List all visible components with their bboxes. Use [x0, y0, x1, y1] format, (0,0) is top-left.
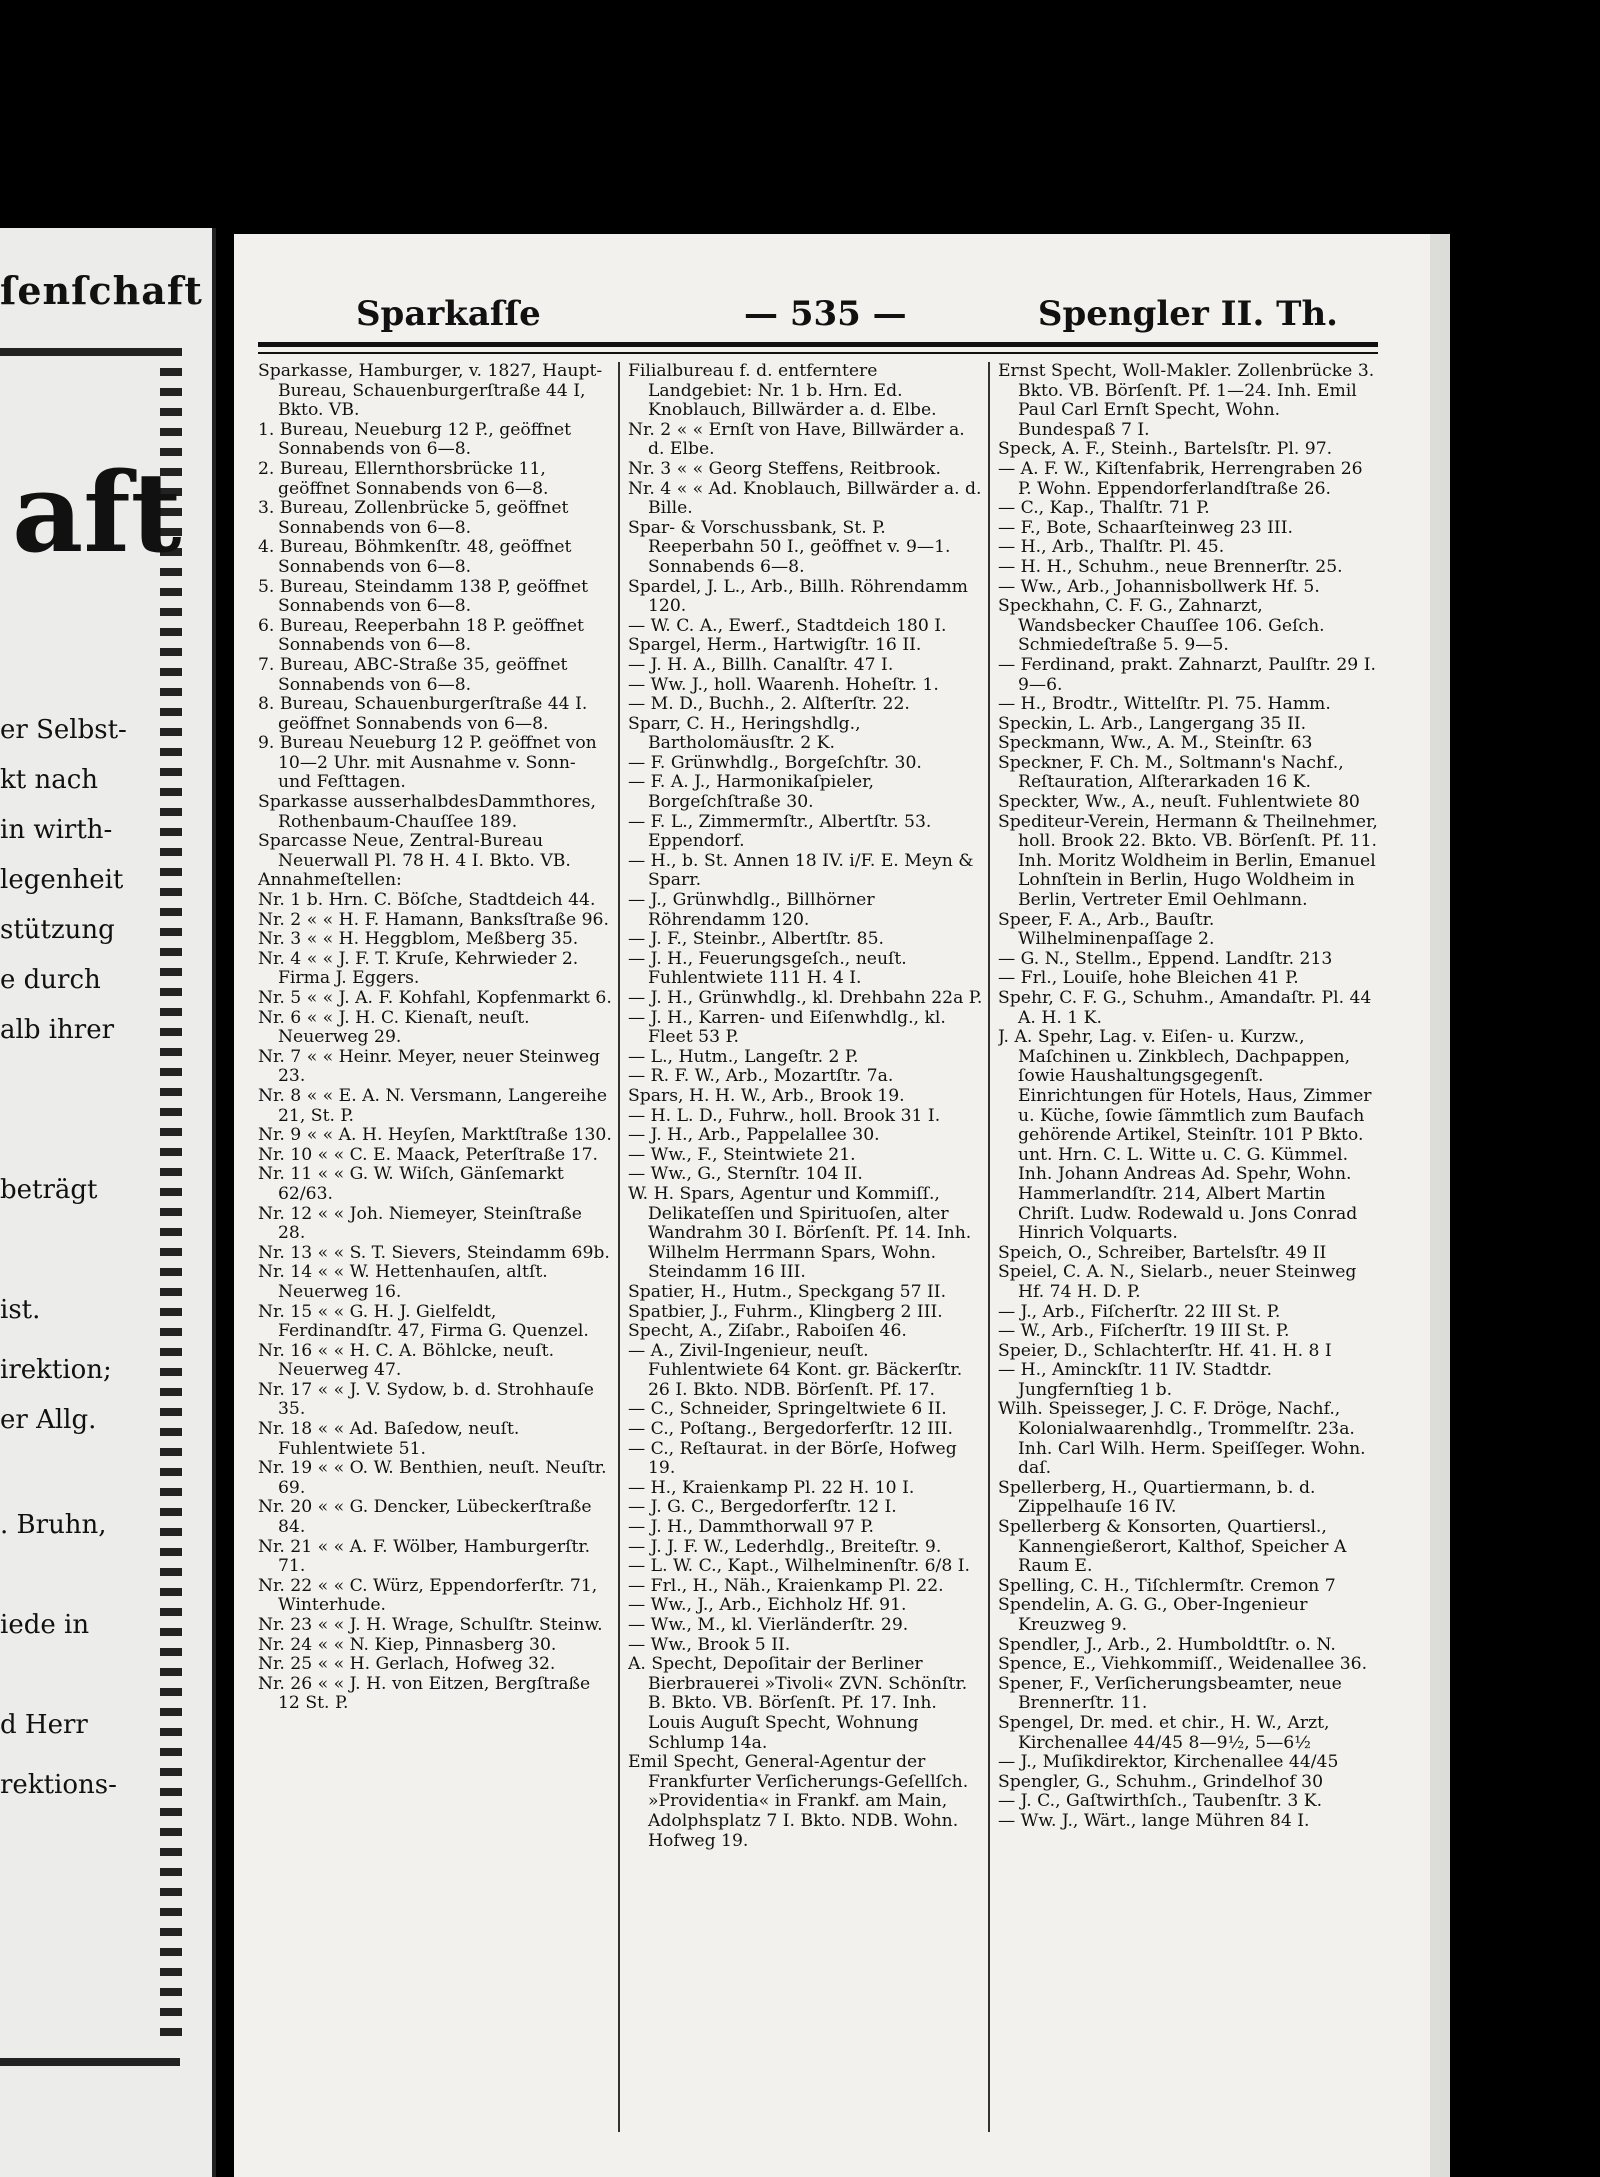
left-page-header: ſenſchaft: [0, 268, 203, 313]
directory-entry: Nr. 10 « « C. E. Maack, Peterſtraße 17.: [258, 1144, 599, 1165]
directory-entry: A. Specht, Depoſitair der Berliner Bierbrauerei »Tivoli« ZVN. Schönſtr. B. Bkto. VB. Börſenſt. Pf. 17. Inh. Louis Auguſt Specht, Wohnung Schlump 14a.: [628, 1654, 968, 1753]
directory-entry: Nr. 3 « « H. Heggblom, Meßberg 35.: [258, 929, 579, 950]
directory-entry: Nr. 1 b. Hrn. C. Böſche, Stadtdeich 44.: [258, 890, 596, 911]
directory-entry: — H. L. D., Fuhrw., holl. Brook 31 I.: [628, 1105, 941, 1126]
directory-entry: Annahmeſtellen:: [258, 870, 402, 891]
ornamental-border: [160, 348, 182, 2048]
directory-entry: — R. F. W., Arb., Mozartſtr. 7a.: [628, 1066, 894, 1087]
directory-entry: Spendelin, A. G. G., Ober-Ingenieur Kreuzweg 9.: [998, 1595, 1308, 1635]
directory-entry: Nr. 3 « « Georg Steffens, Reitbrook.: [628, 458, 941, 479]
page-edge: [1430, 234, 1450, 2177]
directory-entry: — J., Muſikdirektor, Kirchenallee 44/45: [998, 1752, 1339, 1773]
column-divider: [988, 362, 990, 2132]
directory-entry: Spatbier, J., Fuhrm., Klingberg 2 III.: [628, 1301, 943, 1322]
directory-entry: Spatier, H., Hutm., Speckgang 57 II.: [628, 1281, 947, 1302]
directory-entry: Nr. 14 « « W. Hettenhauſen, altſt. Neuerweg 16.: [258, 1262, 548, 1302]
page: [234, 234, 1430, 2177]
header-right-title: Spengler II. Th.: [1037, 294, 1338, 334]
directory-entry: — Ww., Brook 5 II.: [628, 1634, 791, 1655]
directory-entry: Spelling, C. H., Tiſchlermſtr. Cremon 7: [998, 1575, 1336, 1596]
directory-entry: — Ww., Arb., Johannisbollwerk Hf. 5.: [998, 576, 1320, 597]
directory-entry: Nr. 16 « « H. C. A. Böhlcke, neuſt. Neuerweg 47.: [258, 1340, 555, 1381]
directory-entry: Nr. 8 « « E. A. N. Versmann, Langereihe 21, St. P.: [258, 1085, 608, 1126]
directory-entry: Speich, O., Schreiber, Bartelsſtr. 49 II: [998, 1242, 1327, 1263]
directory-entry: 5. Bureau, Steindamm 138 P, geöffnet Sonnabends von 6—8.: [258, 576, 589, 617]
directory-entry: — C., Reſtaurat. in der Börſe, Hofweg 19.: [628, 1438, 957, 1479]
directory-entry: — F. Grünwhdlg., Borgeſchſtr. 30.: [628, 752, 922, 773]
directory-entry: 4. Bureau, Böhmkenſtr. 48, geöffnet Sonnabends von 6—8.: [258, 537, 572, 577]
directory-entry: — W. C. A., Ewerf., Stadtdeich 180 I.: [628, 615, 947, 636]
column-1: [258, 362, 614, 2172]
directory-entry: — Ferdinand, prakt. Zahnarzt, Paulſtr. 29 I. 9—6.: [998, 654, 1376, 695]
directory-entry: Nr. 7 « « Heinr. Meyer, neuer Steinweg 23.: [258, 1046, 601, 1087]
directory-entry: — A. F. W., Kiſtenfabrik, Herrengraben 26 P. Wohn. Eppendorferlandſtraße 26.: [998, 458, 1363, 499]
directory-entry: — J. H., Karren- und Eiſenwhdlg., kl. Fleet 53 P.: [628, 1007, 946, 1048]
directory-entry: Filialbureau f. d. entferntere Landgebiet: Nr. 1 b. Hrn. Ed. Knoblauch, Billwärder a. d. Elbe.: [628, 362, 937, 421]
directory-entry: Sparr, C. H., Heringshdlg., Bartholomäusſtr. 2 K.: [628, 713, 861, 754]
directory-entry: Nr. 6 « « J. H. C. Kienaſt, neuſt. Neuerweg 29.: [258, 1007, 530, 1048]
directory-entry: Speckmann, Ww., A. M., Steinſtr. 63: [998, 733, 1313, 754]
directory-entry: Nr. 23 « « J. H. Wrage, Schulſtr. Steinw.: [258, 1615, 603, 1635]
directory-entry: 7. Bureau, ABC-Straße 35, geöffnet Sonnabends von 6—8.: [258, 654, 568, 695]
directory-entry: Nr. 25 « « H. Gerlach, Hofweg 32.: [258, 1654, 556, 1675]
directory-entry: — J. F., Steinbr., Albertſtr. 85.: [628, 929, 884, 950]
directory-entry: — J., Arb., Fiſcherſtr. 22 III St. P.: [998, 1301, 1281, 1322]
directory-entry: Nr. 26 « « J. H. von Eitzen, Bergſtraße 12 St. P.: [258, 1673, 591, 1714]
directory-entry: — Frl., H., Näh., Kraienkamp Pl. 22.: [628, 1575, 944, 1596]
directory-entry: — H., Aminckſtr. 11 IV. Stadtdr. Jungfernſtieg 1 b.: [998, 1360, 1272, 1400]
directory-entry: 3. Bureau, Zollenbrücke 5, geöffnet Sonnabends von 6—8.: [258, 498, 569, 538]
directory-entry: Spars, H. H. W., Arb., Brook 19.: [628, 1085, 905, 1106]
directory-entry: Sparcasse Neue, Zentral-Bureau Neuerwall Pl. 78 H. 4 I. Bkto. VB.: [258, 831, 571, 871]
directory-entry: Speckin, L. Arb., Langergang 35 II.: [998, 713, 1307, 734]
directory-entry: — C., Schneider, Springeltwiete 6 II.: [628, 1399, 947, 1420]
directory-entry: Spener, F., Verſicherungsbeamter, neue Brennerſtr. 11.: [998, 1673, 1342, 1714]
directory-entry: W. H. Spars, Agentur und Kommiſſ., Delikateſſen und Spirituoſen, alter Wandrahm 30 I. Börſenſt. Pf. 14. Inh. Wilhelm Herrmann Spars, Wohn. Steindamm 16 III.: [628, 1183, 972, 1283]
directory-entry: — L., Hutm., Langeſtr. 2 P.: [628, 1046, 859, 1067]
left-page-line: er Selbst-: [0, 715, 127, 745]
directory-entry: — L. W. C., Kapt., Wilhelminenſtr. 6/8 I.: [628, 1556, 970, 1577]
directory-entry: Speier, D., Schlachterſtr. Hf. 41. H. 8 I: [998, 1340, 1332, 1361]
directory-entry: Spardel, J. L., Arb., Billh. Röhrendamm 120.: [628, 576, 968, 617]
directory-entry: — F. A. J., Harmonikaſpieler, Borgeſchſtraße 30.: [628, 772, 874, 813]
directory-entry: Speer, F. A., Arb., Bauſtr. Wilhelminenpaſſage 2.: [998, 909, 1215, 950]
directory-entry: — J. J. F. W., Lederhdlg., Breiteſtr. 9.: [628, 1536, 942, 1557]
left-page-line: . Bruhn,: [0, 1510, 107, 1540]
directory-entry: Nr. 9 « « A. H. Heyſen, Marktſtraße 130.: [258, 1125, 612, 1146]
directory-entry: — M. D., Buchh., 2. Alſterſtr. 22.: [628, 694, 910, 715]
directory-entry: — C., Kap., Thalſtr. 71 P.: [998, 498, 1210, 519]
directory-entry: 9. Bureau Neueburg 12 P. geöffnet von 10—2 Uhr. mit Ausnahme v. Sonn- und Feſttagen.: [258, 733, 597, 793]
directory-entry: Nr. 19 « « O. W. Benthien, neuſt. Neuſtr. 69.: [258, 1458, 607, 1498]
directory-entry: Spendler, J., Arb., 2. Humboldtſtr. o. N.: [998, 1634, 1336, 1655]
directory-entry: Spengler, G., Schuhm., Grindelhof 30: [998, 1771, 1324, 1792]
directory-entry: Nr. 12 « « Joh. Niemeyer, Steinſtraße 28.: [258, 1203, 582, 1244]
ornamental-border-top: [0, 348, 180, 356]
directory-entry: 8. Bureau, Schauenburgerſtraße 44 I. geöffnet Sonnabends von 6—8.: [258, 694, 588, 734]
directory-entry: Specht, A., Ziſabr., Raboiſen 46.: [628, 1321, 907, 1342]
directory-entry: — F., Bote, Schaarſteinweg 23 III.: [998, 517, 1293, 538]
directory-entry: Spehr, C. F. G., Schuhm., Amandaſtr. Pl. 44 A. H. 1 K.: [998, 988, 1372, 1028]
directory-entry: Spar- & Vorschussbank, St. P. Reeperbahn 50 I., geöffnet v. 9—1. Sonnabends 6—8.: [628, 517, 951, 577]
directory-entry: — W., Arb., Fiſcherſtr. 19 III St. P.: [998, 1321, 1290, 1342]
directory-entry: Nr. 2 « « H. F. Hamann, Banksſtraße 96.: [258, 909, 609, 930]
directory-entry: Speckhahn, C. F. G., Zahnarzt, Wandsbecker Chauſſee 106. Geſch. Schmiedeſtraße 5. 9—5.: [998, 596, 1325, 656]
directory-entry: Spence, E., Viehkommiſſ., Weidenallee 36.: [998, 1654, 1368, 1675]
directory-entry: Nr. 17 « « J. V. Sydow, b. d. Strohhauſe 35.: [258, 1379, 594, 1420]
directory-entry: — Ww. J., holl. Waarenh. Hoheſtr. 1.: [628, 674, 939, 695]
directory-entry: 6. Bureau, Reeperbahn 18 P. geöffnet Sonnabends von 6—8.: [258, 615, 584, 656]
directory-entry: Nr. 4 « « J. F. T. Kruſe, Kehrwieder 2. Firma J. Eggers.: [258, 948, 579, 989]
left-page-line: e durch: [0, 965, 101, 995]
directory-entry: Wilh. Speisseger, J. C. F. Dröge, Nachf., Kolonialwaarenhdlg., Trommelſtr. 23a. Inh. Carl Wilh. Herm. Speiſſeger. Wohn. daſ.: [998, 1399, 1366, 1479]
directory-entry: — J. H. A., Billh. Canalſtr. 47 I.: [628, 654, 894, 675]
directory-entry: 2. Bureau, Ellernthorsbrücke 11, geöffnet Sonnabends von 6—8.: [258, 458, 549, 499]
left-page-line: ist.: [0, 1295, 41, 1325]
directory-entry: — H., Brodtr., Wittelſtr. Pl. 75. Hamm.: [998, 694, 1331, 715]
directory-entry: Nr. 18 « « Ad. Baſedow, neuſt. Fuhlentwiete 51.: [258, 1419, 520, 1459]
directory-entry: Spellerberg & Konsorten, Quartiersl., Kannengießerort, Kalthof, Speicher A Raum E.: [998, 1517, 1347, 1577]
left-page-line: iede in: [0, 1610, 90, 1640]
left-page-line: d Herr: [0, 1710, 88, 1740]
directory-entry: — J., Grünwhdlg., Billhörner Röhrendamm 120.: [628, 890, 875, 930]
scan-background: [0, 0, 1600, 230]
directory-entry: J. A. Spehr, Lag. v. Eiſen- u. Kurzw., Maſchinen u. Zinkblech, Dachpappen, ſowie Haushaltungsgegenſt. Einrichtungen für Hotels, Haus, Zimmer u. Küche, ſowie ſämmtlich zum Baufach gehörende Artikel, Steinſtr. 101 P Bkto. unt. Hrn. C. L. Witte u. C. G. Kümmel. Inh. Johann Andreas Ad. Spehr, Wohn. Hammerlandſtr. 214, Albert Martin Chriſt. Ludw. Rodewald u. Jons Conrad Hinrich Volquarts.: [998, 1027, 1372, 1244]
directory-entry: — J. C., Gaſtwirthſch., Taubenſtr. 3 K.: [998, 1791, 1323, 1812]
directory-entry: — F. L., Zimmermſtr., Albertſtr. 53. Eppendorf.: [628, 811, 932, 852]
left-page-line: rektions-: [0, 1770, 117, 1800]
directory-entry: Nr. 4 « « Ad. Knoblauch, Billwärder a. d. Bille.: [628, 478, 982, 519]
directory-entry: Spellerberg, H., Quartiermann, b. d. Zippelhauſe 16 IV.: [998, 1477, 1316, 1518]
directory-entry: Ernst Specht, Woll-Makler. Zollenbrücke 3. Bkto. VB. Börſenſt. Pf. 1—24. Inh. Emil Paul Carl Ernſt Specht, Wohn. Bundespaß 7 I.: [998, 362, 1375, 440]
directory-entry: — H., Kraienkamp Pl. 22 H. 10 I.: [628, 1477, 915, 1498]
directory-entry: Nr. 5 « « J. A. F. Kohfahl, Kopfenmarkt 6.: [258, 988, 612, 1008]
directory-entry: — Ww., F., Steintwiete 21.: [628, 1144, 856, 1165]
left-page-line: alb ihrer: [0, 1015, 115, 1045]
directory-entry: — Ww., J., Arb., Eichholz Hf. 91.: [628, 1595, 907, 1616]
left-page-line: legenheit: [0, 865, 124, 895]
directory-entry: — H., Arb., Thalſtr. Pl. 45.: [998, 537, 1225, 558]
header-rule-thin: [258, 352, 1378, 354]
directory-entry: Nr. 11 « « G. W. Wiſch, Gänſemarkt 62/63.: [258, 1164, 564, 1204]
directory-entry: Sparkasse ausserhalbdesDammthores, Rothenbaum-Chauſſee 189.: [258, 792, 596, 832]
directory-entry: — J. G. C., Bergedorferſtr. 12 I.: [628, 1497, 897, 1518]
ornamental-border-bottom: [0, 2058, 180, 2066]
directory-entry: Nr. 13 « « S. T. Sievers, Steindamm 69b.: [258, 1242, 610, 1263]
directory-entry: — J. H., Dammthorwall 97 P.: [628, 1517, 874, 1538]
directory-entry: Emil Specht, General-Agentur der Frankfurter Verſicherungs-Geſellſch. »Providentia« in Frankf. am Main, Adolphsplatz 7 I. Bkto. NDB. Wohn. Hofweg 19.: [628, 1752, 969, 1851]
directory-entry: Nr. 21 « « A. F. Wölber, Hamburgerſtr. 71.: [258, 1536, 591, 1577]
directory-entry: Sparkasse, Hamburger, v. 1827, Haupt-Bureau, Schauenburgerſtraße 44 I, Bkto. VB.: [258, 362, 603, 421]
directory-entry: Nr. 24 « « N. Kiep, Pinnasberg 30.: [258, 1634, 557, 1655]
left-page-line: irektion;: [0, 1355, 112, 1385]
directory-entry: — C., Poſtang., Bergedorferſtr. 12 III.: [628, 1419, 953, 1440]
directory-entry: Speck, A. F., Steinh., Bartelsſtr. Pl. 97.: [998, 439, 1333, 460]
left-page-line: stützung: [0, 915, 115, 945]
directory-entry: Nr. 20 « « G. Dencker, Lübeckerſtraße 84.: [258, 1497, 592, 1538]
left-page-line: in wirth-: [0, 815, 113, 845]
directory-entry: Nr. 22 « « C. Würz, Eppendorferſtr. 71, Winterhude.: [258, 1575, 598, 1616]
directory-entry: — Frl., Louiſe, hohe Bleichen 41 P.: [998, 968, 1299, 989]
directory-entry: Speckter, Ww., A., neuſt. Fuhlentwiete 80: [998, 792, 1360, 813]
directory-entry: — J. H., Feuerungsgeſch., neuſt. Fuhlentwiete 111 H. 4 I.: [628, 948, 907, 989]
left-facing-page: [0, 228, 216, 2177]
directory-entry: — H. H., Schuhm., neue Brennerſtr. 25.: [998, 556, 1343, 577]
header-rule: [258, 342, 1378, 347]
column-2: [628, 362, 984, 2172]
page-number: — 535 —: [744, 294, 907, 334]
directory-entry: Spargel, Herm., Hartwigſtr. 16 II.: [628, 635, 922, 656]
column-3: [998, 362, 1378, 2172]
directory-entry: Speckner, F. Ch. M., Soltmann's Nachf., Reſtauration, Alſterarkaden 16 K.: [998, 752, 1344, 793]
header-left-title: Sparkaſſe: [356, 294, 541, 334]
directory-entry: Spediteur-Verein, Hermann & Theilnehmer, holl. Brook 22. Bkto. VB. Börſenſt. Pf. 11. Inh. Moritz Woldheim in Berlin, Emanuel Lohnſtein in Berlin, Hugo Woldheim in Berlin, Vertreter Emil Oehlmann.: [998, 811, 1378, 911]
column-divider: [618, 362, 620, 2132]
directory-entry: — H., b. St. Annen 18 IV. i/F. E. Meyn & Sparr.: [628, 850, 974, 891]
directory-entry: — A., Zivil-Ingenieur, neuſt. Fuhlentwiete 64 Kont. gr. Bäckerſtr. 26 I. Bkto. NDB. Börſenſt. Pf. 17.: [628, 1340, 963, 1400]
directory-entry: Nr. 2 « « Ernſt von Have, Billwärder a. d. Elbe.: [628, 419, 965, 460]
directory-entry: Speiel, C. A. N., Sielarb., neuer Steinweg Hf. 74 H. D. P.: [998, 1262, 1357, 1302]
directory-entry: — Ww. J., Wärt., lange Mühren 84 I.: [998, 1810, 1310, 1831]
left-page-line: er Allg.: [0, 1405, 97, 1435]
directory-entry: Nr. 15 « « G. H. J. Gielfeldt, Ferdinandſtr. 47, Firma G. Quenzel.: [258, 1301, 589, 1342]
directory-entry: Spengel, Dr. med. et chir., H. W., Arzt, Kirchenallee 44/45 8—9½, 5—6½: [998, 1712, 1330, 1753]
left-page-line: kt nach: [0, 765, 99, 795]
directory-entry: — J. H., Grünwhdlg., kl. Drehbahn 22a P.: [628, 988, 983, 1008]
directory-entry: — Ww., M., kl. Vierländerſtr. 29.: [628, 1615, 909, 1635]
directory-entry: — J. H., Arb., Pappelallee 30.: [628, 1125, 880, 1146]
directory-entry: — G. N., Stellm., Eppend. Landſtr. 213: [998, 948, 1333, 969]
directory-entry: 1. Bureau, Neueburg 12 P., geöffnet Sonnabends von 6—8.: [258, 419, 572, 460]
page-header: [234, 294, 1430, 334]
directory-entry: — Ww., G., Sternſtr. 104 II.: [628, 1164, 863, 1185]
left-page-line: beträgt: [0, 1175, 98, 1205]
scan-background-right: [1450, 234, 1600, 2177]
left-page-big-title: aft: [12, 448, 182, 577]
